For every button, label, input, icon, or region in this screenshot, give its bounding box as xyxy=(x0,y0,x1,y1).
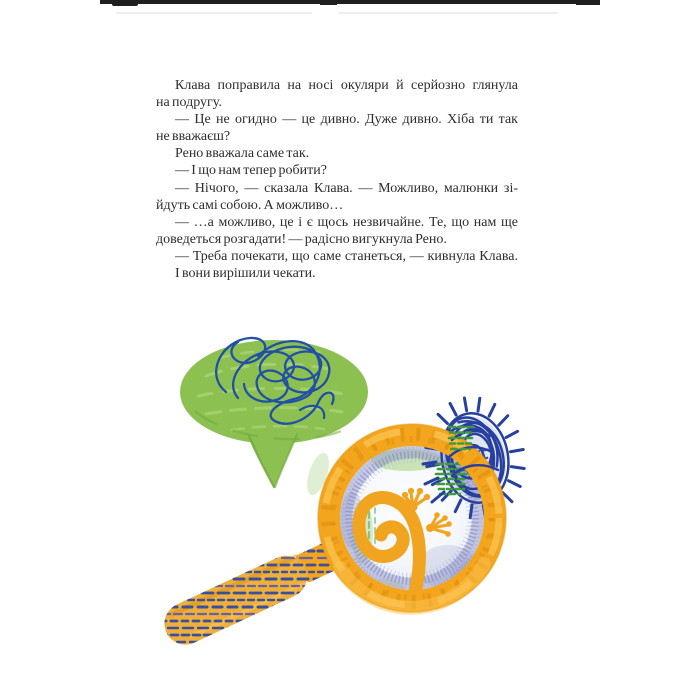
text-line: доведеться розгадати! — радісно вигукнула Рено. xyxy=(156,231,447,247)
text-line: йдуть самі собою. А можливо… xyxy=(156,197,344,213)
text-line: — …а можливо, це і є щось незвичайне. Те, що нам ще xyxy=(175,214,518,230)
text-line: Рено вважала саме так. xyxy=(175,146,310,162)
text-line: — Нічого, — сказала Клава. — Можливо, малюнки зі- xyxy=(175,180,518,196)
text-line: І вони вирішили чекати. xyxy=(175,266,316,282)
text-line: — І що нам тепер робити? xyxy=(175,163,327,179)
text-line: — Це не огидно — це дивно. Дуже дивно. Хіба ти так xyxy=(175,112,518,128)
text-line: Клава поправила на носі окуляри й серйозно глянула xyxy=(175,78,518,93)
text-line: — Треба почекати, що саме станеться, — кивнула Клава. xyxy=(175,248,518,264)
handle-stick xyxy=(158,549,314,652)
text-line: не вважаєш? xyxy=(156,129,231,145)
text-line: на подругу. xyxy=(156,95,222,111)
